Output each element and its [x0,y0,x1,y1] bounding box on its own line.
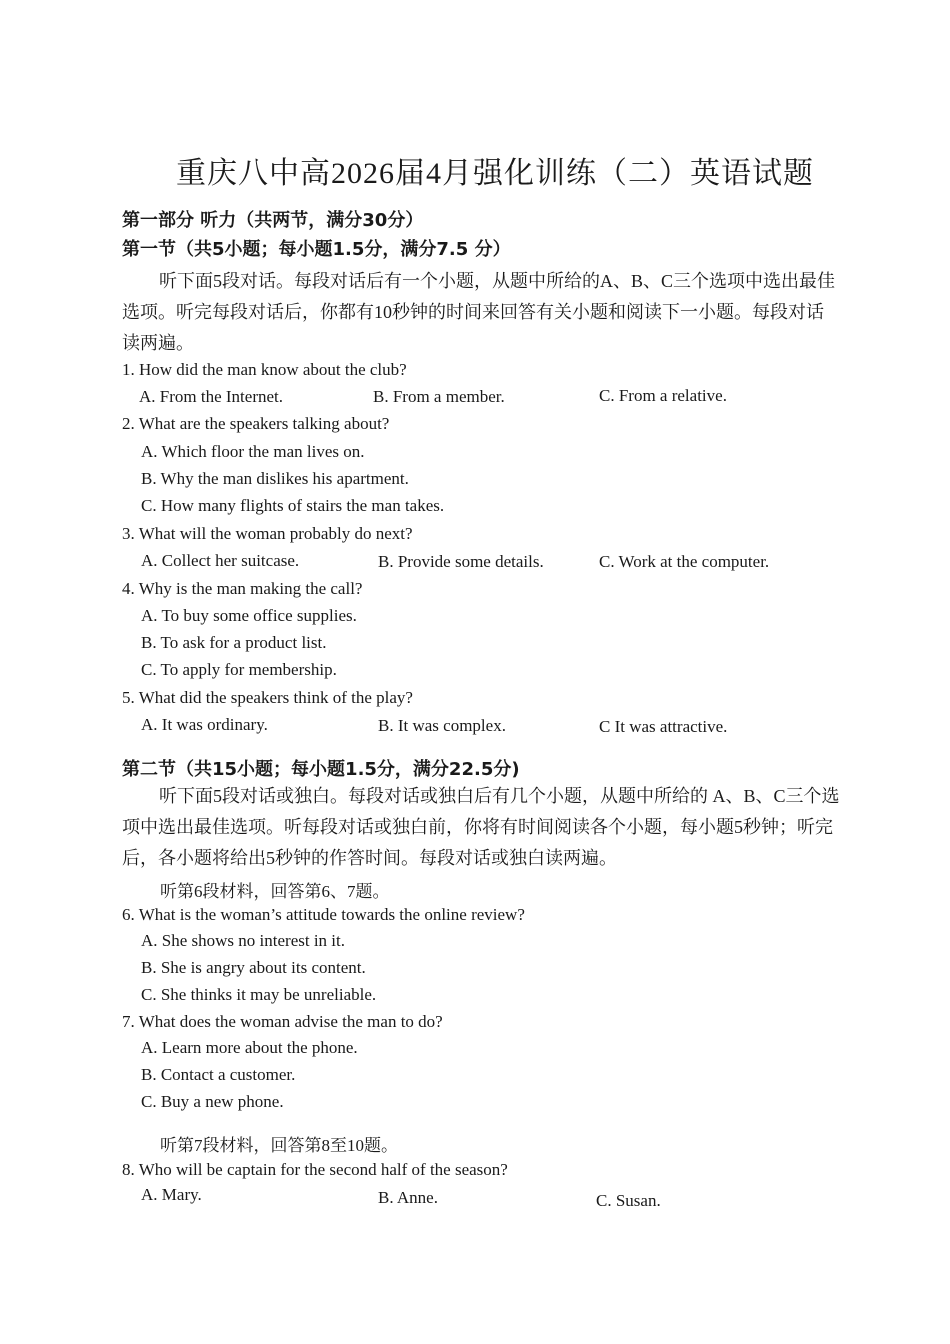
question-8-option-c: C. Susan. [596,1191,661,1210]
question-7-option-c: C. Buy a new phone. [141,1092,284,1111]
question-8-option-b: B. Anne. [378,1188,438,1207]
section2-instructions: 听下面5段对话或独白。每段对话或独白后有几个小题，从题中所给的 A、B、C三个选项中选出最佳选项。听每段对话或独白前，你将有时间阅读各个小题，每小题5秒钟；听完后，各小题将给出5秒钟的作答时间。每段对话或独白读两遍。 [122,786,840,868]
question-8-stem: 8. Who will be captain for the second half of the season? [122,1160,508,1179]
question-6-option-a: A. She shows no interest in it. [141,931,345,950]
question-2-option-b: B. Why the man dislikes his apartment. [141,469,409,488]
material-7-instruction: 听第7段材料，回答第8至10题。 [160,1136,398,1155]
question-6-option-c: C. She thinks it may be unreliable. [141,985,377,1004]
question-3-option-a: A. Collect her suitcase. [141,551,300,570]
question-1-stem: 1. How did the man know about the club? [122,360,407,379]
question-1-option-c: C. From a relative. [599,386,727,405]
section1-heading: 第一节（共5小题；每小题1.5分，满分7.5 分） [122,239,511,260]
part1-heading: 第一部分 听力（共两节，满分30分） [122,210,424,231]
exam-title: 重庆八中高2026届4月强化训练（二）英语试题 [176,157,814,190]
question-7-stem: 7. What does the woman advise the man to do? [122,1012,443,1031]
question-5-option-c: C It was attractive. [599,717,728,736]
question-8-option-a: A. Mary. [141,1185,202,1204]
question-4-option-c: C. To apply for membership. [141,660,337,679]
question-7-option-b: B. Contact a customer. [141,1065,296,1084]
question-2-option-c: C. How many flights of stairs the man takes. [141,496,445,515]
question-6-stem: 6. What is the woman’s attitude towards the online review? [122,905,525,924]
question-3-option-b: B. Provide some details. [378,552,544,571]
question-3-option-c: C. Work at the computer. [599,552,770,571]
question-5-option-a: A. It was ordinary. [141,715,268,734]
question-3-stem: 3. What will the woman probably do next? [122,524,413,543]
question-2-option-a: A. Which floor the man lives on. [141,442,365,461]
question-1-option-b: B. From a member. [373,387,505,406]
question-4-stem: 4. Why is the man making the call? [122,579,363,598]
section2-heading: 第二节（共15小题；每小题1.5分，满分22.5分) [122,759,520,780]
question-2-stem: 2. What are the speakers talking about? [122,414,390,433]
section1-instructions: 听下面5段对话。每段对话后有一个小题，从题中所给的A、B、C三个选项中选出最佳选项。听完每段对话后，你都有10秒钟的时间来回答有关小题和阅读下一小题。每段对话读两遍。 [122,271,836,353]
question-6-option-b: B. She is angry about its content. [141,958,366,977]
question-5-stem: 5. What did the speakers think of the play? [122,688,413,707]
material-6-instruction: 听第6段材料，回答第6、7题。 [160,882,390,901]
question-5-option-b: B. It was complex. [378,716,506,735]
question-1-option-a: A. From the Internet. [139,387,283,406]
question-4-option-b: B. To ask for a product list. [141,633,327,652]
question-4-option-a: A. To buy some office supplies. [141,606,357,625]
question-7-option-a: A. Learn more about the phone. [141,1038,358,1057]
